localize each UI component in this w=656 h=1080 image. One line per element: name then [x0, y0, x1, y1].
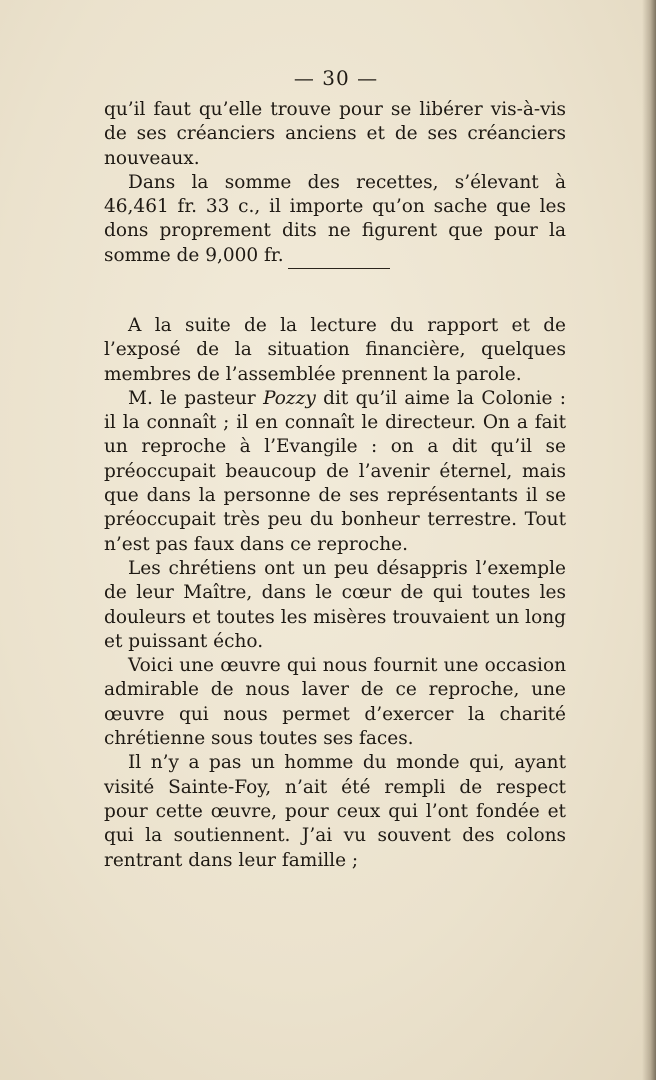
speech-text: dit qu’il aime la Colonie : il la connaît ; il en connaît le directeur. On a fait un reproche à l’Evangile : on a dit qu’il se préoccupait beaucoup de l’avenir éternel, mais que dans la personne de ses représentants il se préoccupait très peu du bonheur terrestre. Tout n’est pas faux dans ce reproche. [104, 387, 566, 555]
speaker-name: Pozzy [263, 387, 316, 409]
paragraph-work: Voici une œuvre qui nous fournit une occasion admirable de nous laver de ce reproche, une œuvre qui nous permet d’exercer la charité chrétienne sous toutes ses faces. [104, 655, 566, 750]
paragraph-receipts: Dans la somme des recettes, s’élevant à 46,461 fr. 33 c., il importe qu’on sache que les dons proprement dits ne figurent que pour la somme de 9,000 fr. [104, 171, 566, 266]
paragraph-report-reading: A la suite de la lecture du rapport et de l’exposé de la situation financière, quelques membres de l’assemblée prennent la parole. [104, 315, 566, 385]
paragraph-sainte-foy: Il n’y a pas un homme du monde qui, ayant visité Sainte-Foy, n’ait été rempli de respect pour cette œuvre, pour ceux qui l’ont fondée et qui la soutiennent. J’ai vu souvent des colons rentrant dans leur famille ; [104, 752, 566, 871]
page-number: — 30 — [293, 66, 379, 90]
section-divider [288, 268, 390, 269]
paragraph-christians: Les chrétiens ont un peu désappris l’exemple de leur Maître, dans le cœur de qui toutes les douleurs et toutes les misères trouvaient un long et puissant écho. [104, 557, 566, 652]
paragraph-continuation: qu’il faut qu’elle trouve pour se libérer vis-à-vis de ses créanciers anciens et de ses créanciers nouveaux. [104, 99, 566, 169]
paragraph-pastor-speech [104, 387, 566, 557]
page-edge-shadow [642, 0, 656, 1080]
text-block-main [104, 314, 566, 873]
speaker-prefix: M. le pasteur [128, 387, 264, 409]
text-block-top [104, 98, 566, 268]
